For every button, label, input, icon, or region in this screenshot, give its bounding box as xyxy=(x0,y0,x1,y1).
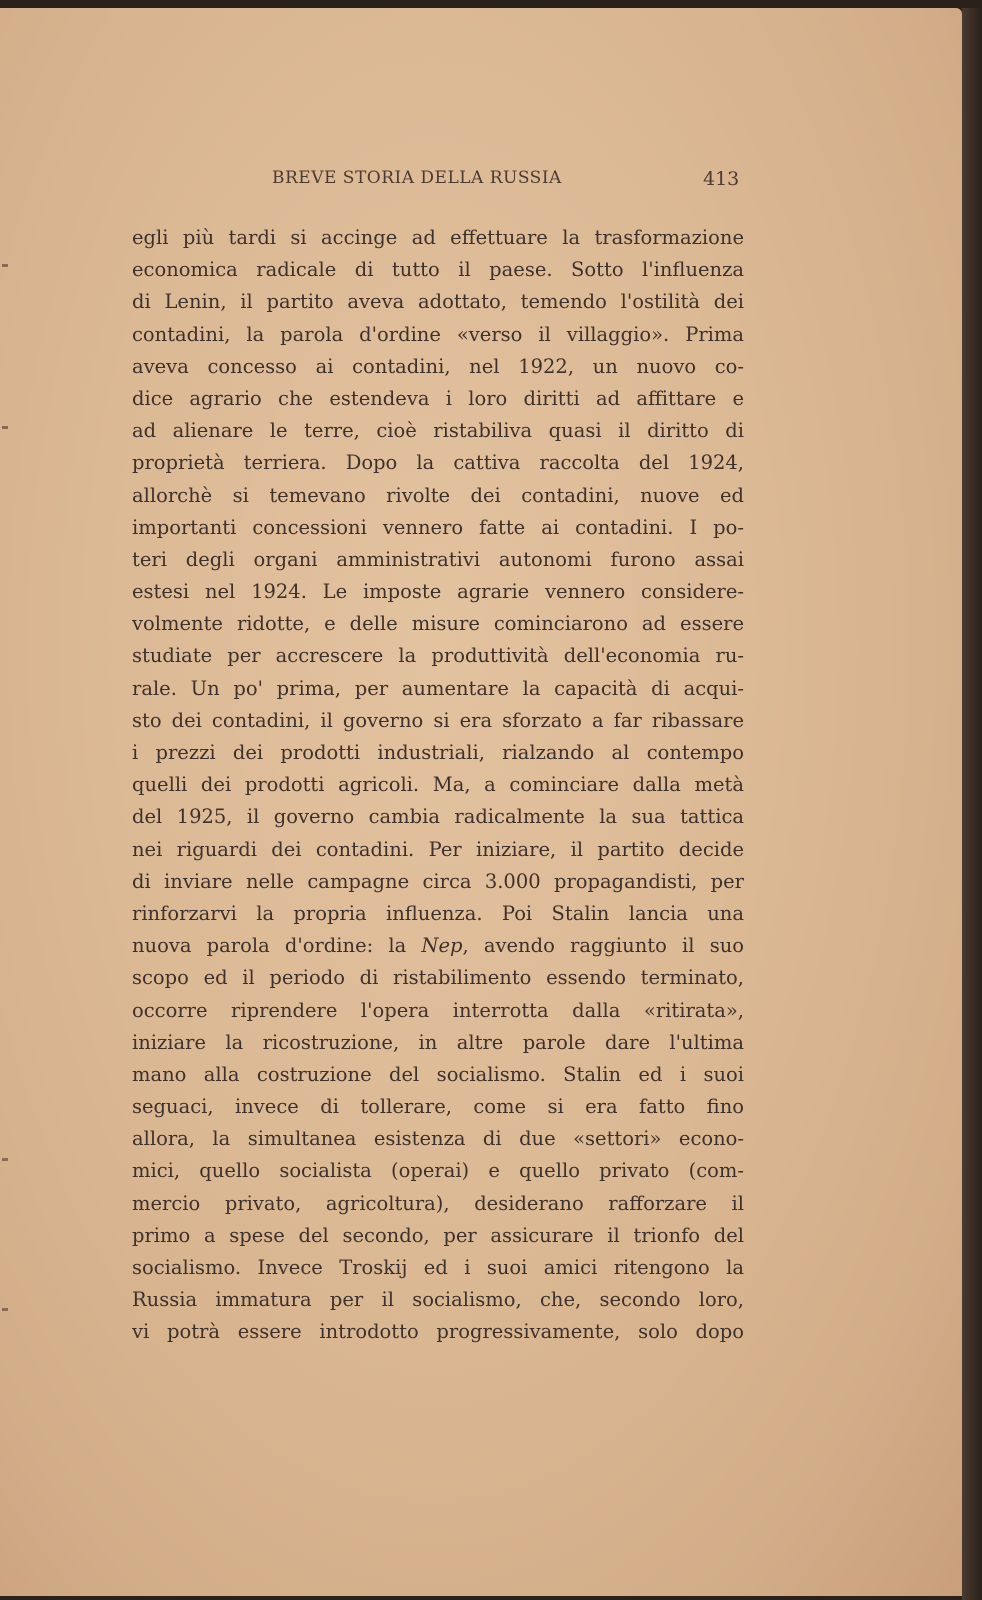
text-line: rale. Un po' prima, per aumentare la capacità di acqui- xyxy=(132,676,744,700)
text-line: estesi nel 1924. Le imposte agrarie vennero considere- xyxy=(132,580,744,604)
text-line: dice agrario che estendeva i loro diritti ad affittare e xyxy=(132,386,744,410)
text-line: quelli dei prodotti agricoli. Ma, a cominciare dalla metà xyxy=(132,773,744,797)
page-number: 413 xyxy=(703,168,740,190)
text-line: volmente ridotte, e delle misure cominciarono ad essere xyxy=(132,612,744,636)
text-line: economica radicale di tutto il paese. Sotto l'influenza xyxy=(132,258,744,282)
margin-mark xyxy=(2,1308,8,1311)
text-line: Russia immatura per il socialismo, che, secondo loro, xyxy=(132,1288,744,1312)
text-line: scopo ed il periodo di ristabilimento essendo terminato, xyxy=(132,966,744,990)
margin-mark xyxy=(2,426,8,429)
text-line: seguaci, invece di tollerare, come si era fatto fino xyxy=(132,1095,744,1119)
text-line: egli più tardi si accinge ad effettuare la trasformazione xyxy=(132,226,744,249)
nep-italic: Nep xyxy=(421,934,463,958)
text-line: aveva concesso ai contadini, nel 1922, un nuovo co- xyxy=(132,354,744,378)
page-header xyxy=(0,168,962,192)
text-line: teri degli organi amministrativi autonomi furono assai xyxy=(132,547,744,571)
text-line: sto dei contadini, il governo si era sforzato a far ribassare xyxy=(132,708,744,732)
text-line: socialismo. Invece Troskij ed i suoi amici ritengono la xyxy=(132,1256,744,1279)
text-line: studiate per accrescere la produttività dell'economia ru- xyxy=(132,644,744,668)
text-line: importanti concessioni vennero fatte ai contadini. I po- xyxy=(132,515,744,539)
text-line: rinforzarvi la propria influenza. Poi Stalin lancia una xyxy=(132,901,744,925)
running-title: BREVE STORIA DELLA RUSSIA xyxy=(272,168,562,188)
text-line: mici, quello socialista (operai) e quello privato (com- xyxy=(132,1159,744,1183)
text-line: primo a spese del secondo, per assicurare il trionfo del xyxy=(132,1223,744,1247)
nep-line-before: nuova parola d'ordine: la xyxy=(132,934,422,958)
text-line: mano alla costruzione del socialismo. Stalin ed i suoi xyxy=(132,1062,744,1086)
text-line: contadini, la parola d'ordine «verso il villaggio». Prima xyxy=(132,322,744,346)
text-line: vi potrà essere introdotto progressivamente, solo dopo xyxy=(132,1320,744,1344)
text-line: occorre riprendere l'opera interrotta dalla «ritirata», xyxy=(132,998,744,1022)
book-page xyxy=(0,8,962,1596)
text-line: di Lenin, il partito aveva adottato, temendo l'ostilità dei xyxy=(132,290,744,314)
text-line: ad alienare le terre, cioè ristabiliva quasi il diritto di xyxy=(132,419,744,443)
page-edge-shadow xyxy=(962,8,982,1600)
text-line-nep xyxy=(132,930,744,962)
text-line: di inviare nelle campagne circa 3.000 propagandisti, per xyxy=(132,869,744,893)
body-text xyxy=(132,222,744,1349)
margin-mark xyxy=(2,1158,8,1161)
text-line: nei riguardi dei contadini. Per iniziare, il partito decide xyxy=(132,837,744,861)
text-line: allorchè si temevano rivolte dei contadini, nuove ed xyxy=(132,483,744,507)
text-line: allora, la simultanea esistenza di due «settori» econo- xyxy=(132,1127,744,1151)
margin-mark xyxy=(2,264,8,267)
text-line: iniziare la ricostruzione, in altre parole dare l'ultima xyxy=(132,1030,744,1054)
text-line: mercio privato, agricoltura), desiderano rafforzare il xyxy=(132,1191,744,1215)
text-line: proprietà terriera. Dopo la cattiva raccolta del 1924, xyxy=(132,451,744,475)
nep-line-after: , avendo raggiunto il suo xyxy=(462,934,744,958)
text-line: i prezzi dei prodotti industriali, rialzando al contempo xyxy=(132,741,744,764)
text-line: del 1925, il governo cambia radicalmente la sua tattica xyxy=(132,805,744,829)
